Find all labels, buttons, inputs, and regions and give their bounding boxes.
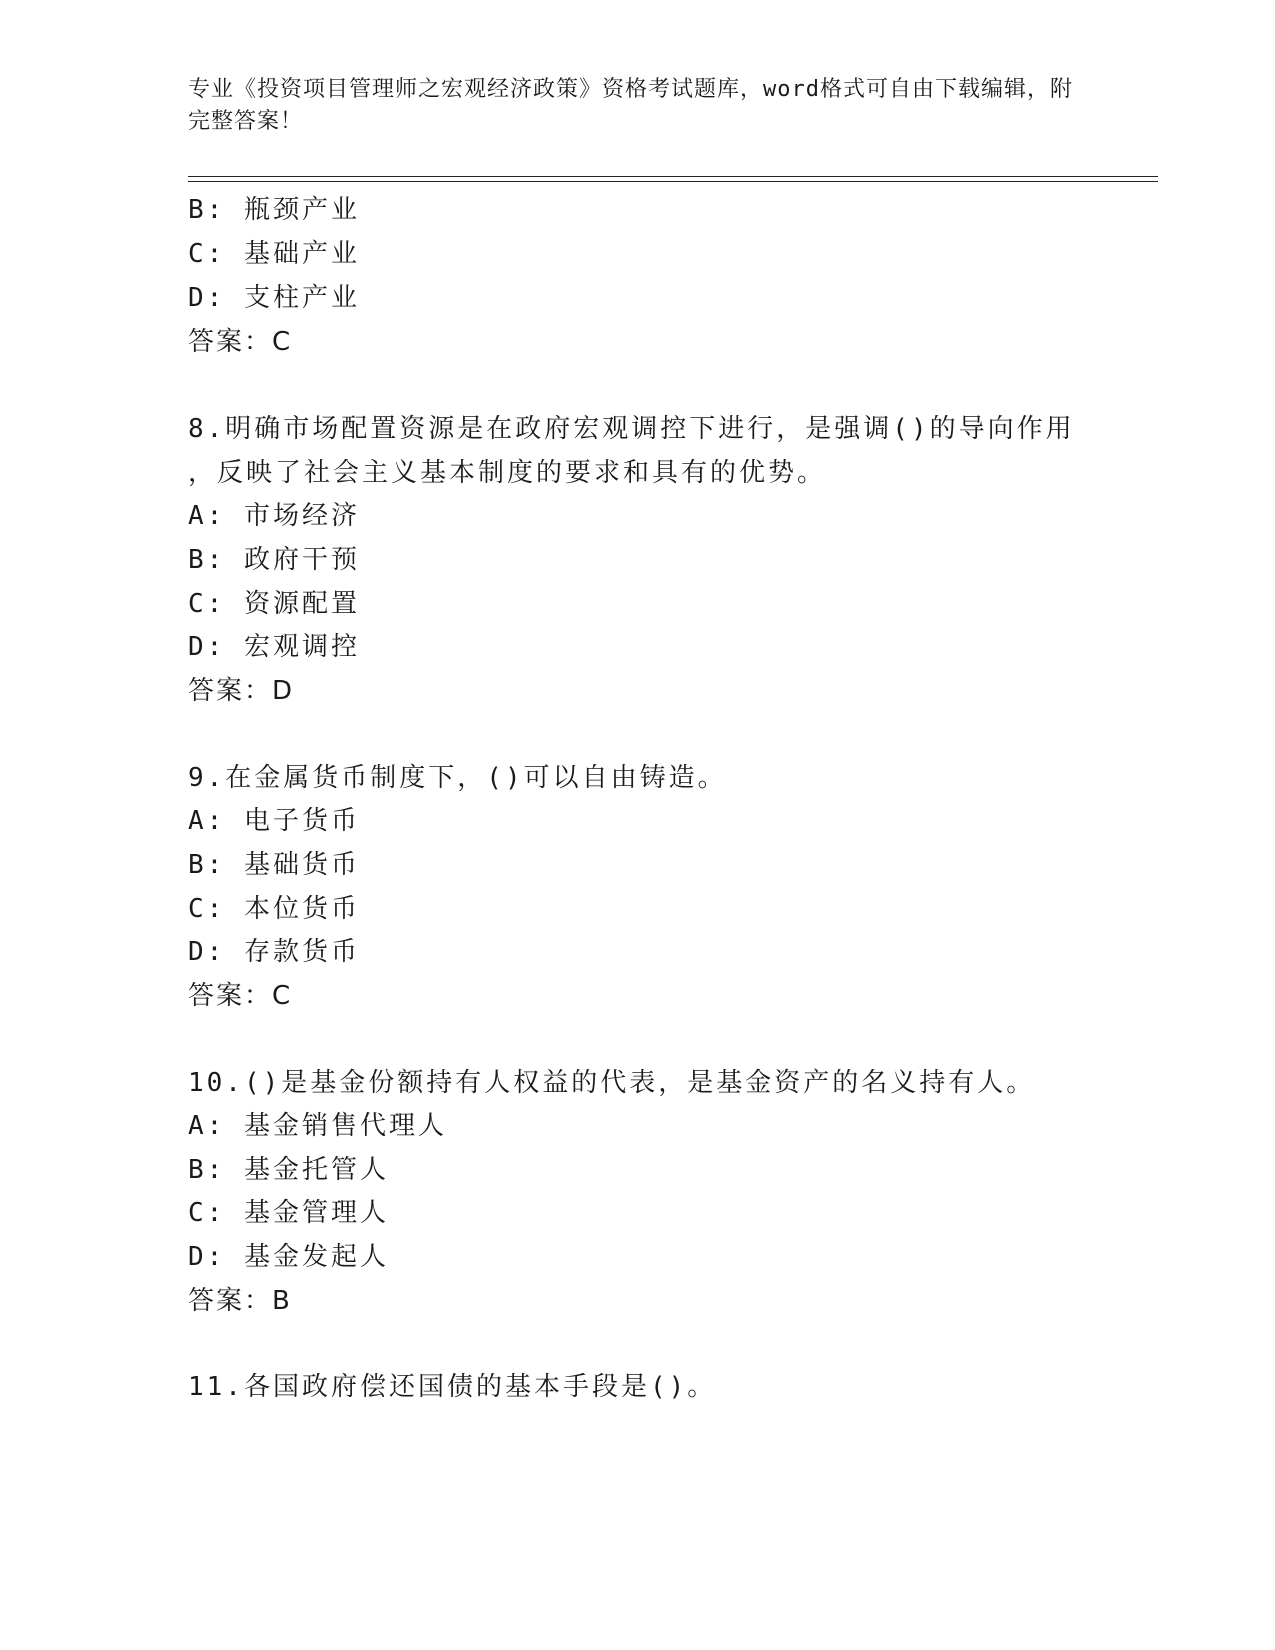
q8-option-a: A: 市场经济 xyxy=(188,501,360,531)
q8-option-c: C: 资源配置 xyxy=(188,589,360,619)
q7-option-b: B: 瓶颈产业 xyxy=(188,195,360,225)
q8-answer: 答案：D xyxy=(188,676,295,706)
q9-option-b: B: 基础货币 xyxy=(188,850,360,880)
q8-option-d: D: 宏观调控 xyxy=(188,632,360,662)
header-divider-bottom xyxy=(188,181,1158,182)
q9-answer: 答案：C xyxy=(188,981,293,1011)
q9-option-a: A: 电子货币 xyxy=(188,806,360,836)
q7-option-c: C: 基础产业 xyxy=(188,239,360,269)
q10-answer: 答案：B xyxy=(188,1286,292,1316)
q10-option-b: B: 基金托管人 xyxy=(188,1155,389,1185)
q10-option-d: D: 基金发起人 xyxy=(188,1242,389,1272)
q8-stem-line1: 8.明确市场配置资源是在政府宏观调控下进行，是强调()的导向作用 xyxy=(188,414,1075,444)
q10-stem: 10.()是基金份额持有人权益的代表，是基金资产的名义持有人。 xyxy=(188,1068,1036,1098)
q7-option-d: D: 支柱产业 xyxy=(188,283,360,313)
q11-stem: 11.各国政府偿还国债的基本手段是()。 xyxy=(188,1372,717,1402)
q10-option-c: C: 基金管理人 xyxy=(188,1198,389,1228)
document-header: 专业《投资项目管理师之宏观经济政策》资格考试题库，word格式可自由下载编辑，附完整答案！ xyxy=(188,77,1073,134)
header-divider-top xyxy=(188,176,1158,177)
q10-option-a: A: 基金销售代理人 xyxy=(188,1111,447,1141)
q9-option-d: D: 存款货币 xyxy=(188,937,360,967)
q9-stem: 9.在金属货币制度下，()可以自由铸造。 xyxy=(188,763,727,793)
q9-option-c: C: 本位货币 xyxy=(188,894,360,924)
q7-answer: 答案：C xyxy=(188,327,293,357)
q8-stem-line2: ，反映了社会主义基本制度的要求和具有的优势。 xyxy=(188,458,827,488)
q8-option-b: B: 政府干预 xyxy=(188,545,360,575)
